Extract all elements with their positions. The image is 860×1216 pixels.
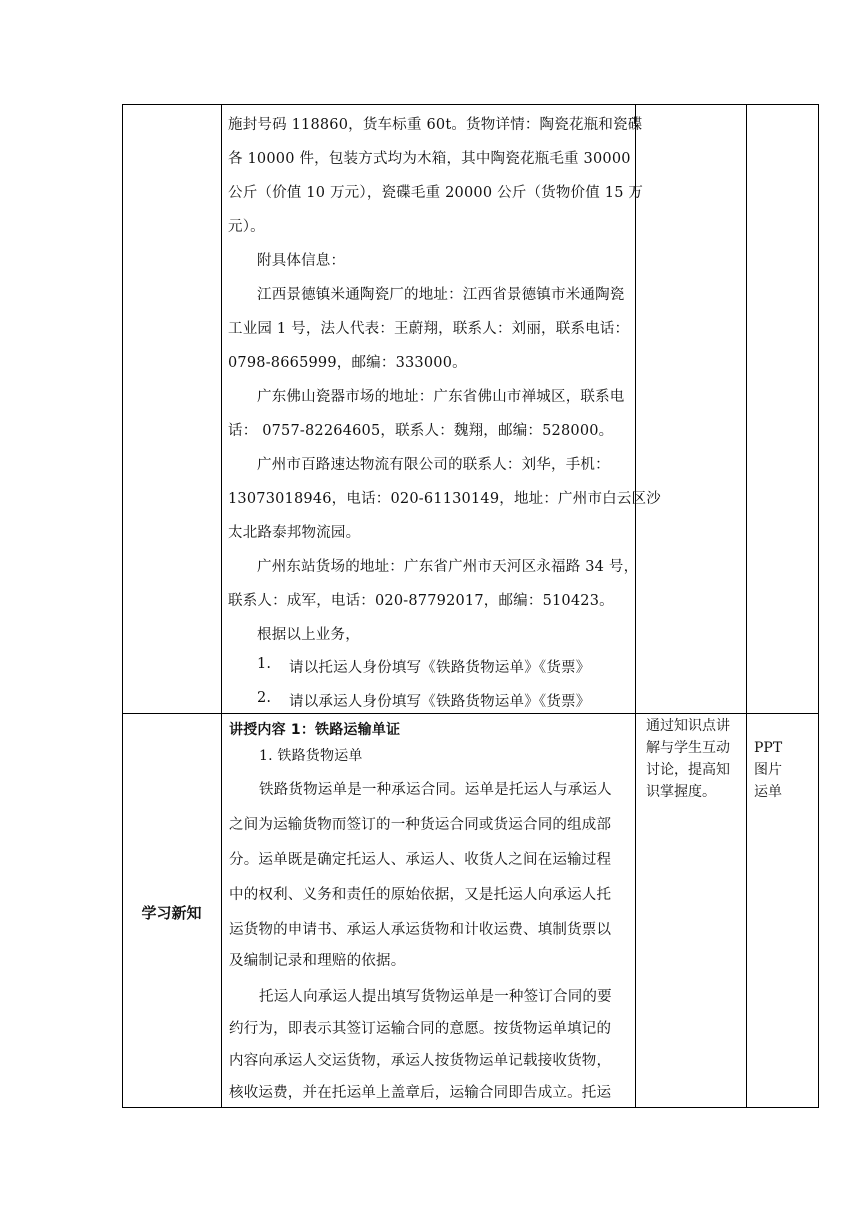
task-number: 2. [257,690,272,706]
lecture-subheading: 1. 铁路货物运单 [259,748,363,764]
case-line: 广东佛山瓷器市场的地址：广东省佛山市禅城区，联系电 [257,389,625,405]
design-intent [646,715,746,803]
case-line: 0798-8665999，邮编：333000。 [228,355,467,371]
column-divider-2 [635,104,636,1108]
lecture-line: 运货物的申请书、承运人承运货物和计收运费、填制货票以 [229,922,612,938]
column-divider-3 [746,104,747,1108]
case-line: 施封号码 118860，货车标重 60t。货物详情：陶瓷花瓶和瓷碟 [228,117,643,133]
lecture-line: 之间为运输货物而签订的一种货运合同或货运合同的组成部 [229,817,612,833]
case-line: 各 10000 件，包装方式均为木箱，其中陶瓷花瓶毛重 30000 [228,151,631,167]
case-line: 附具体信息： [257,253,346,269]
design-intent-line: 解与学生互动 [646,740,730,756]
design-intent-line: 通过知识点讲 [646,718,730,734]
lecture-line: 托运人向承运人提出填写货物运单是一种签订合同的要 [259,989,612,1005]
case-line: 江西景德镇米通陶瓷厂的地址：江西省景德镇市米通陶瓷 [257,287,625,303]
column-divider-1 [221,104,222,1108]
case-line: 广州市百路速达物流有限公司的联系人：刘华，手机： [257,457,610,473]
resource-item: 图片 [754,762,782,778]
task-text: 请以承运人身份填写《铁路货物运单》《货票》 [289,694,591,710]
case-line: 太北路泰邦物流园。 [228,525,361,541]
resource-item: PPT [754,740,783,756]
case-line: 元）。 [228,219,265,235]
lecture-line: 中的权利、义务和责任的原始依据，又是托运人向承运人托 [229,887,612,903]
case-line: 公斤（价值 10 万元），瓷碟毛重 20000 公斤（货物价值 15 万 [228,185,644,201]
task-text: 请以托运人身份填写《铁路货物运单》《货票》 [289,660,591,676]
table-border-left [122,104,123,1108]
table-border-top [122,104,819,105]
case-line: 广州东站货场的地址：广东省广州市天河区永福路 34 号， [257,559,639,575]
task-number: 1. [257,656,272,672]
lecture-heading: 讲授内容 1：铁路运输单证 [229,722,401,738]
table-border-right [818,104,819,1108]
lecture-line: 约行为，即表示其签订运输合同的意愿。按货物运单填记的 [229,1021,612,1037]
row-divider [122,713,819,714]
case-line: 工业园 1 号，法人代表：王蔚翔，联系人：刘丽，联系电话： [228,321,630,337]
lecture-line: 分。运单既是确定托运人、承运人、收货人之间在运输过程 [229,852,612,868]
design-intent-line: 讨论，提高知 [646,762,730,778]
case-line: 13073018946，电话：020-61130149，地址：广州市白云区沙 [228,491,661,507]
table-border-bottom [122,1107,819,1108]
case-line: 话： 0757-82264605，联系人：魏翔，邮编：528000。 [228,423,614,439]
design-intent-line: 识掌握度。 [646,784,716,800]
teaching-resources [754,737,814,803]
resource-item: 运单 [754,784,782,800]
lecture-line: 内容向承运人交运货物，承运人按货物运单记载接收货物， [229,1053,612,1069]
case-line: 联系人：成军，电话：020-87792017，邮编：510423。 [228,593,614,609]
case-line: 根据以上业务， [257,627,360,643]
lecture-line: 铁路货物运单是一种承运合同。运单是托运人与承运人 [259,782,612,798]
lecture-line: 核收运费，并在托运单上盖章后，运输合同即告成立。托运 [229,1085,612,1101]
row-label: 学习新知 [141,904,202,922]
lecture-line: 及编制记录和理赔的依据。 [229,953,406,969]
